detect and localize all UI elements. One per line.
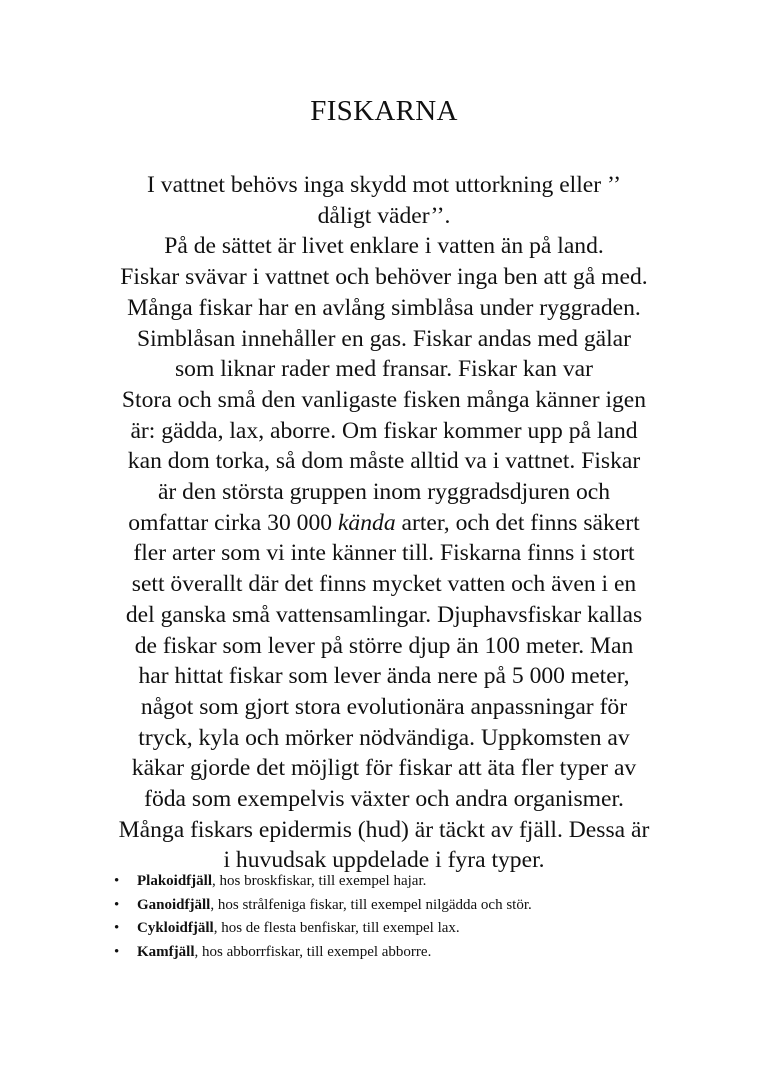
paragraph-text: arter, och det finns säkert (395, 509, 640, 536)
paragraph-line: tryck, kyla och mörker nödvändiga. Uppkomsten av (138, 724, 630, 751)
page-title: FISKARNA (310, 95, 458, 127)
scale-type-name: Kamfjäll (137, 943, 195, 960)
paragraph-line: Många fiskars epidermis (hud) är täckt av fjäll. Dessa är (118, 816, 650, 843)
paragraph-line: Fiskar svävar i vattnet och behöver inga ben att gå med. (120, 264, 648, 291)
bullet-icon: • (114, 896, 120, 913)
bullet-icon: • (114, 943, 120, 960)
paragraph-text: omfattar cirka 30 000 (128, 509, 338, 536)
italic-word: kända (337, 509, 396, 536)
scale-type-name: Cykloidfjäll (137, 920, 214, 936)
paragraph-line: Många fiskar har en avlång simblåsa under ryggraden. (127, 294, 641, 321)
paragraph-line: har hittat fiskar som lever ända nere på 5 000 meter, (138, 663, 630, 690)
list-item (111, 894, 532, 918)
paragraph-line: Simblåsan innehåller en gas. Fiskar andas med gälar (136, 325, 632, 352)
paragraph-line: På de sättet är livet enklare i vatten än på land. (164, 233, 604, 260)
scale-type-description: , hos abborrfiskar, till exempel abborre. (194, 943, 432, 960)
paragraph-line: är den största gruppen inom ryggradsdjuren och (157, 479, 611, 506)
paragraph-line: käkar gjorde det möjligt för fiskar att äta fler typer av (131, 755, 637, 782)
scale-type-description: , hos strålfeniga fiskar, till exempel nilgädda och stör. (210, 896, 532, 913)
scale-type-name: Ganoidfjäll (137, 896, 211, 913)
paragraph-line: sett överallt där det finns mycket vatten och även i en (131, 571, 637, 598)
paragraph-line: del ganska små vattensamlingar. Djuphavsfiskar kallas (125, 601, 643, 628)
paragraph-line: i huvudsak uppdelade i fyra typer. (223, 847, 545, 874)
scale-type-description: , hos de flesta benfiskar, till exempel lax. (213, 920, 460, 936)
scale-type-name: Plakoidfjäll (137, 873, 213, 889)
list-item (111, 917, 532, 941)
paragraph-line: dåligt väder’’. (317, 202, 451, 229)
scale-type-description: , hos broskfiskar, till exempel hajar. (212, 873, 427, 889)
paragraph-line: är: gädda, lax, aborre. Om fiskar kommer upp på land (130, 417, 638, 444)
paragraph-line: I vattnet behövs inga skydd mot uttorkning eller ’’ (147, 172, 621, 198)
paragraph-line (60, 508, 708, 539)
paragraph-line: Stora och små den vanligaste fisken många känner igen (121, 386, 647, 413)
list-item (111, 870, 532, 894)
paragraph-line: något som gjort stora evolutionära anpassningar för (140, 693, 628, 720)
scale-type-list (111, 870, 532, 964)
paragraph-line: som liknar rader med fransar. Fiskar kan var (175, 356, 593, 383)
paragraph-line: de fiskar som lever på större djup än 100 meter. Man (134, 632, 634, 659)
list-item (111, 941, 532, 965)
paragraph-line: fler arter som vi inte känner till. Fiskarna finns i stort (133, 540, 635, 567)
body-paragraph (60, 170, 708, 876)
paragraph-line: kan dom torka, så dom måste alltid va i vattnet. Fiskar (127, 448, 641, 475)
bullet-icon: • (114, 920, 120, 936)
paragraph-line: föda som exempelvis växter och andra organismer. (144, 786, 624, 813)
bullet-icon: • (114, 873, 120, 889)
